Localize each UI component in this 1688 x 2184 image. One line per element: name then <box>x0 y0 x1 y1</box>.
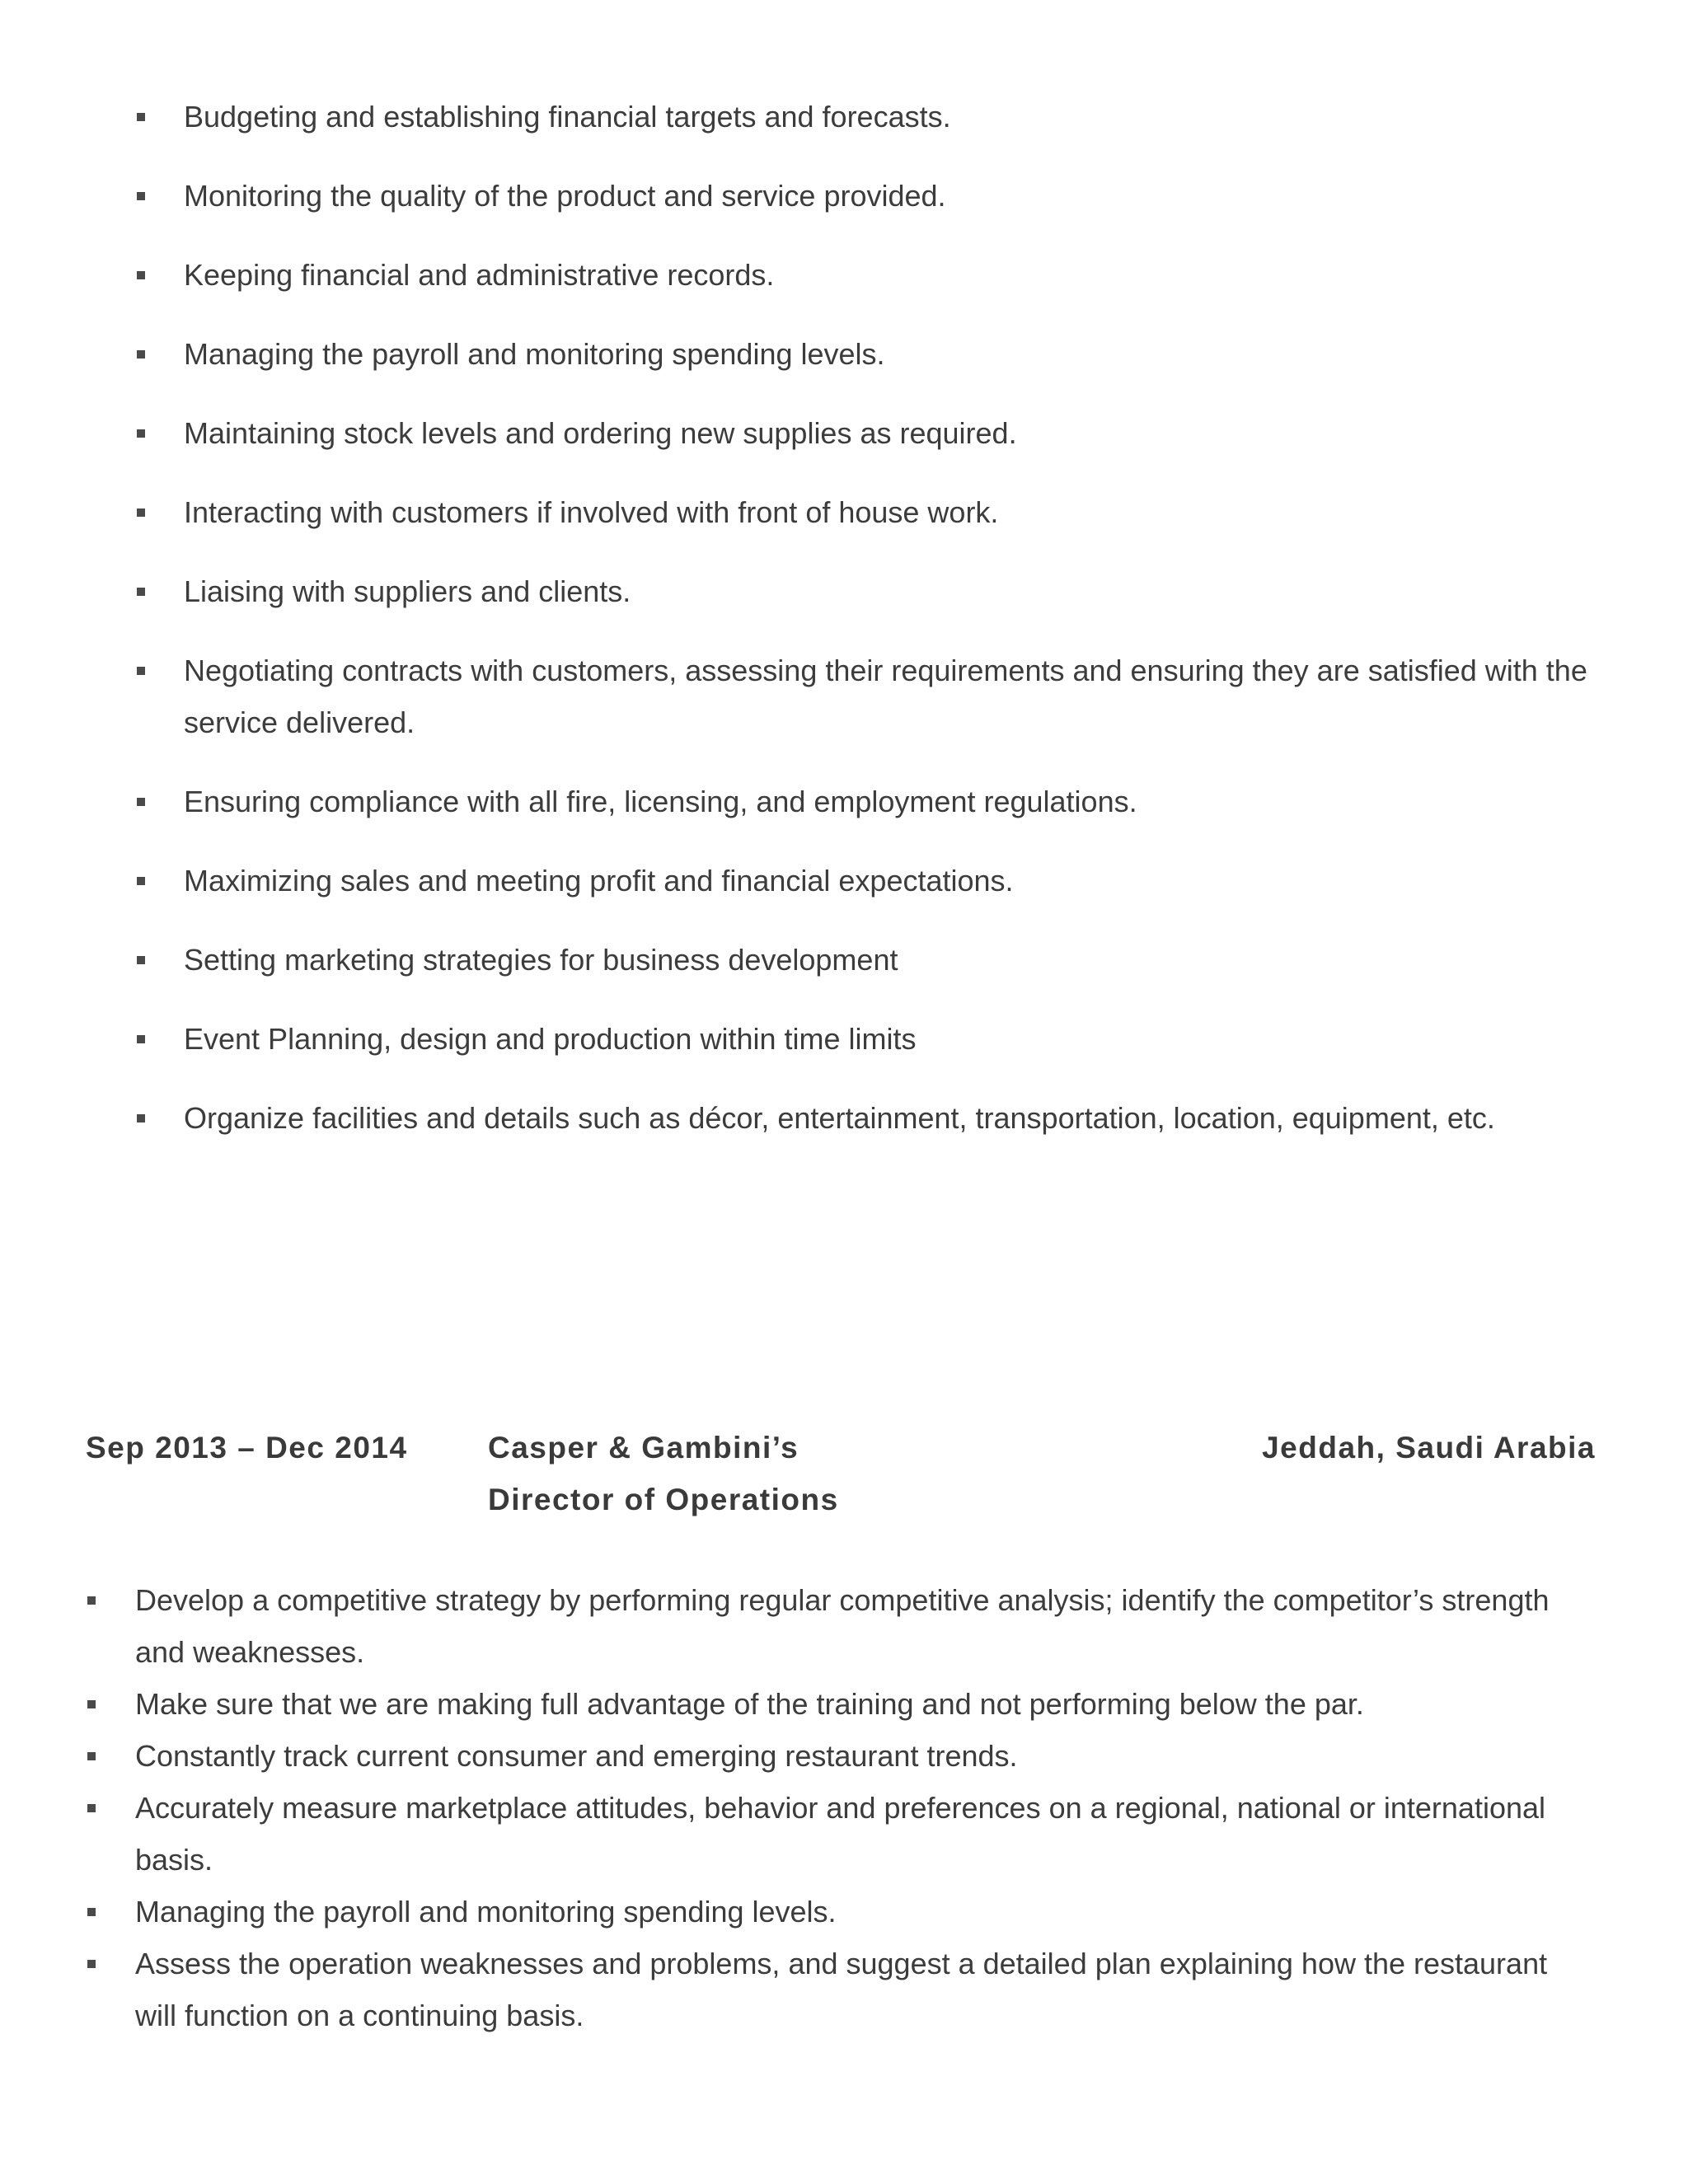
list-item <box>137 328 1620 380</box>
square-bullet-icon <box>137 588 145 596</box>
square-bullet-icon <box>137 509 145 517</box>
list-item-text: Monitoring the quality of the product and service provided. <box>184 179 946 213</box>
list-item <box>87 1886 1571 1938</box>
list-item-text: Negotiating contracts with customers, assessing their requirements and ensuring they are satisfied with the service delivered. <box>184 654 1587 739</box>
list-item-text: Managing the payroll and monitoring spending levels. <box>135 1895 837 1929</box>
list-item <box>137 91 1620 143</box>
list-item <box>87 1678 1571 1730</box>
list-item <box>137 644 1620 748</box>
list-item-text: Maximizing sales and meeting profit and financial expectations. <box>184 864 1014 898</box>
list-item <box>87 1730 1571 1782</box>
list-item-text: Event Planning, design and production within time limits <box>184 1022 917 1056</box>
square-bullet-icon <box>87 1960 96 1968</box>
square-bullet-icon <box>137 798 145 806</box>
list-item <box>137 249 1620 301</box>
list-item-text: Setting marketing strategies for business development <box>184 943 898 977</box>
square-bullet-icon <box>137 350 145 359</box>
list-item-text: Organize facilities and details such as décor, entertainment, transportation, location, equipment, etc. <box>184 1101 1495 1135</box>
list-item-text: Liaising with suppliers and clients. <box>184 574 631 608</box>
list-item <box>137 1092 1620 1144</box>
square-bullet-icon <box>137 271 145 279</box>
list-item-text: Constantly track current consumer and emerging restaurant trends. <box>135 1739 1018 1773</box>
square-bullet-icon <box>137 1035 145 1043</box>
list-item <box>137 407 1620 459</box>
list-item-text: Maintaining stock levels and ordering new supplies as required. <box>184 416 1017 450</box>
list-item <box>137 1013 1620 1065</box>
square-bullet-icon <box>137 877 145 885</box>
list-item-text: Ensuring compliance with all fire, licensing, and employment regulations. <box>184 785 1137 818</box>
list-item <box>87 1938 1571 2041</box>
square-bullet-icon <box>87 1752 96 1760</box>
list-item-text: Assess the operation weaknesses and problems, and suggest a detailed plan explaining how the restaurant will function on a continuing basis. <box>135 1947 1548 2032</box>
square-bullet-icon <box>87 1908 96 1916</box>
job-responsibilities-list <box>87 1574 1571 2041</box>
list-item-text: Develop a competitive strategy by performing regular competitive analysis; identify the competitor’s strength and weaknesses. <box>135 1583 1550 1669</box>
list-item-text: Accurately measure marketplace attitudes, behavior and preferences on a regional, national or international basis. <box>135 1791 1546 1877</box>
square-bullet-icon <box>137 956 145 964</box>
square-bullet-icon <box>137 667 145 675</box>
job-title: Director of Operations <box>488 1483 839 1516</box>
job-dates: Sep 2013 – Dec 2014 <box>86 1431 408 1465</box>
list-item <box>137 486 1620 538</box>
square-bullet-icon <box>137 113 145 121</box>
square-bullet-icon <box>137 429 145 438</box>
job-company: Casper & Gambini’s <box>488 1431 799 1465</box>
list-item-text: Managing the payroll and monitoring spending levels. <box>184 337 885 371</box>
square-bullet-icon <box>137 1114 145 1122</box>
job-location: Jeddah, Saudi Arabia <box>1262 1431 1596 1465</box>
list-item <box>87 1574 1571 1678</box>
list-item-text: Budgeting and establishing financial targets and forecasts. <box>184 100 951 134</box>
square-bullet-icon <box>137 192 145 200</box>
list-item <box>137 776 1620 827</box>
square-bullet-icon <box>87 1700 96 1708</box>
list-item <box>87 1782 1571 1886</box>
job-header <box>86 1422 1596 1537</box>
list-item-text: Make sure that we are making full advantage of the training and not performing below the par. <box>135 1687 1364 1721</box>
list-item-text: Keeping financial and administrative records. <box>184 258 775 292</box>
list-item <box>137 170 1620 222</box>
square-bullet-icon <box>87 1804 96 1812</box>
list-item <box>137 855 1620 907</box>
list-item <box>137 934 1620 986</box>
previous-responsibilities-list <box>137 91 1620 1171</box>
square-bullet-icon <box>87 1596 96 1605</box>
list-item <box>137 565 1620 617</box>
list-item-text: Interacting with customers if involved with front of house work. <box>184 495 999 529</box>
